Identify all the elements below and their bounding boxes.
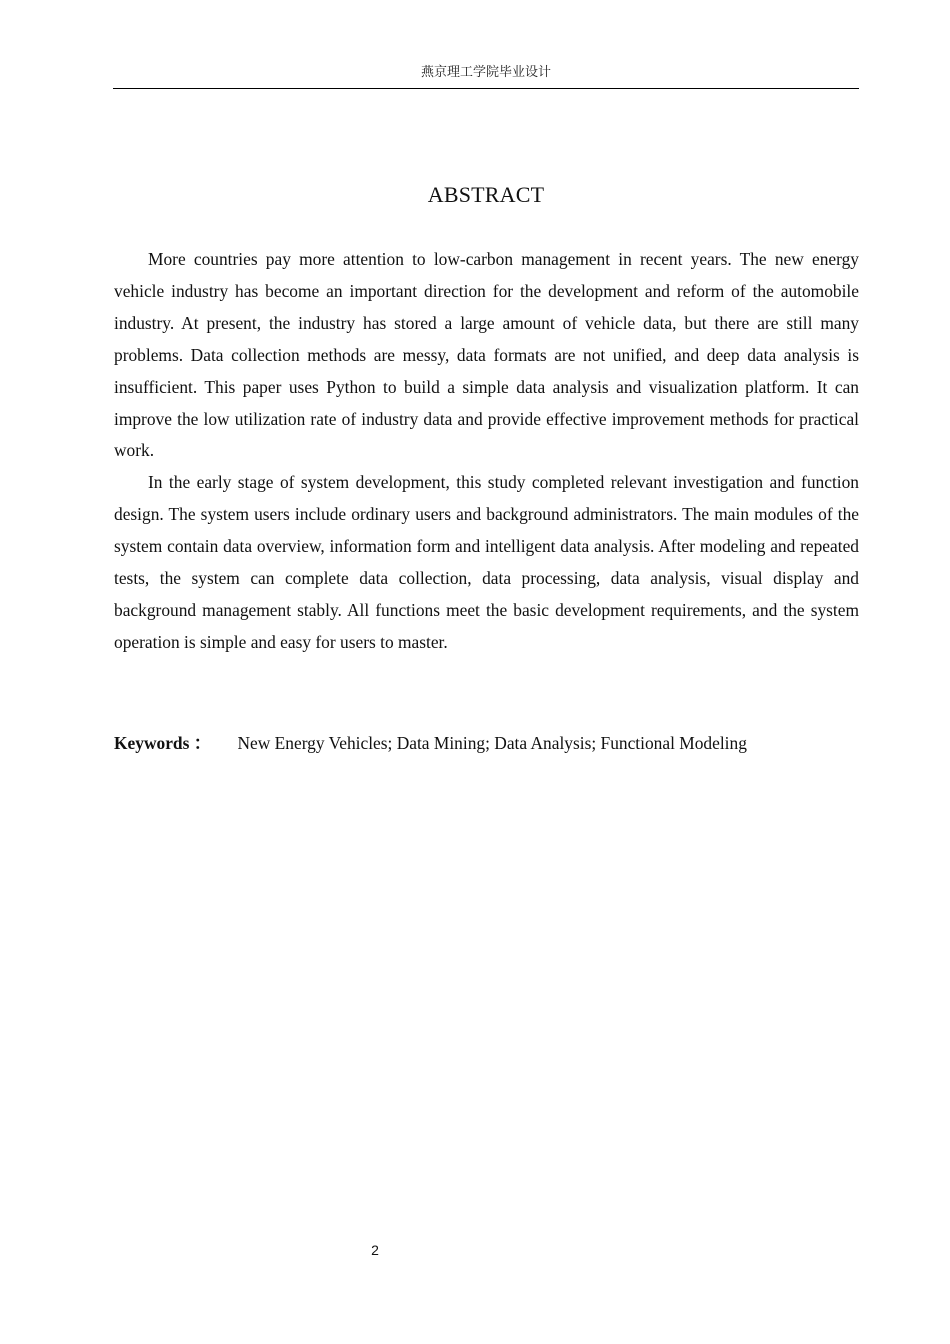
header-title: 燕京理工学院毕业设计 [420,64,551,79]
keywords-text: New Energy Vehicles; Data Mining; Data Analysis; Functional Modeling [237,733,747,753]
page-number: 2 [371,1242,379,1258]
keywords-separator: ： [193,733,212,753]
abstract-paragraph-2: In the early stage of system development, this study completed relevant investigation and function design. The system users include ordinary users and background administrators. The main modules of the system contain data overview, information form and intelligent data analysis. After modeling and repeated tests, the system can complete data collection, data processing, data analysis, visual display and background management stably. All functions meet the basic development requirements, and the system operation is simple and easy for users to master. [114,472,859,652]
abstract-paragraph-1: More countries pay more attention to low-carbon management in recent years. The new energy vehicle industry has become an important direction for the development and reform of the automobile industry. At present, the industry has stored a large amount of vehicle data, but there are still many problems. Data collection methods are messy, data formats are not unified, and deep data analysis is insufficient. This paper uses Python to build a simple data analysis and visualization platform. It can improve the low utilization rate of industry data and provide effective improvement methods for practical work. [114,249,859,461]
keywords-label: Keywords [114,733,190,753]
page-header [113,62,859,89]
abstract-title: ABSTRACT [427,182,545,207]
abstract-body [114,244,859,659]
keywords-line [114,728,859,758]
